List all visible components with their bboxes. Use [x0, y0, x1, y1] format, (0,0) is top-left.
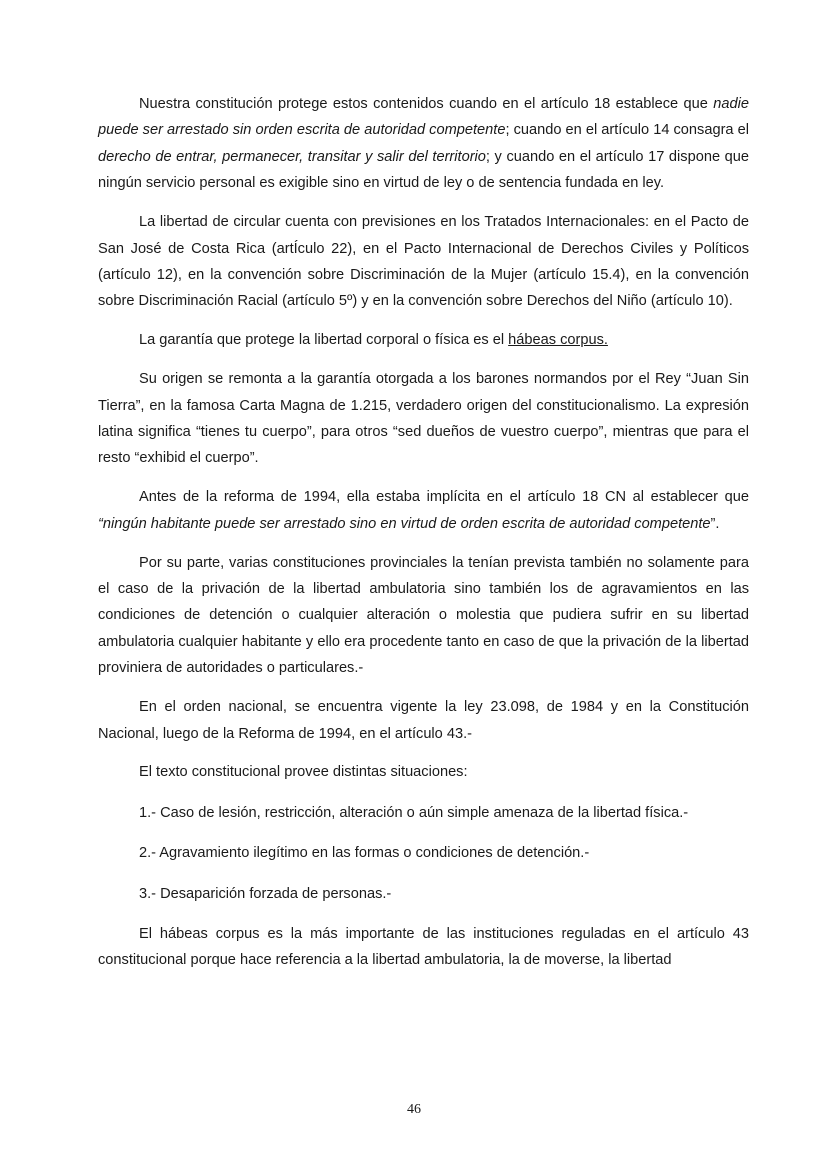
- text-run: ”.: [710, 515, 720, 532]
- paragraph-6: Por su parte, varias constituciones provinciales la tenían prevista también no solamente para el caso de la privación de la libertad ambulatoria sino también los de agravamientos en las condiciones de detención o cualquier alteración o molestia que pudiera sufrir en su libertad ambulatoria cualquier habitante y ello era procedente tanto en caso de que la privación de la libertad proviniera de autoridades o particulares.-: [98, 554, 749, 677]
- list-item: 3.- Desaparición forzada de personas.-: [139, 885, 392, 902]
- paragraph-1: [98, 91, 749, 197]
- paragraph-2: La libertad de circular cuenta con previsiones en los Tratados Internacionales: en el Pacto de San José de Costa Rica (artÍculo 22), en el Pacto Internacional de Derechos Civiles y Políticos (artículo 12), en la convención sobre Discriminación de la Mujer (artículo 15.4), en la convención sobre Discriminación Racial (artículo 5º) y en la convención sobre Derechos del Niño (artículo 10).: [98, 214, 749, 310]
- paragraph-8: El texto constitucional provee distintas situaciones:: [139, 764, 468, 781]
- body-text: [98, 91, 749, 986]
- paragraph-7: En el orden nacional, se encuentra vigente la ley 23.098, de 1984 y en la Constitución Nacional, luego de la Reforma de 1994, en el artículo 43.-: [98, 699, 749, 742]
- text-run: Antes de la reforma de 1994, ella estaba implícita en el artículo 18 CN al establecer que: [139, 489, 749, 506]
- italic-text: nadie puede ser arrestado sin orden escrita de autoridad competente: [98, 96, 749, 139]
- paragraph-3: [98, 327, 749, 353]
- underlined-term: hábeas corpus.: [508, 332, 608, 349]
- list-item: 2.- Agravamiento ilegítimo en las formas o condiciones de detención.-: [139, 845, 590, 862]
- italic-quote: “ningún habitante puede ser arrestado sino en virtud de orden escrita de autoridad competente: [98, 515, 711, 532]
- list-item: 1.- Caso de lesión, restricción, alteración o aún simple amenaza de la libertad física.-: [139, 804, 689, 821]
- text-run: ; y cuando en el artículo 17 dispone que ningún servicio personal es exigible sino en virtud de ley o de sentencia fundada en ley.: [98, 148, 749, 192]
- text-run: La garantía que protege la libertad corporal o física es el: [139, 332, 509, 349]
- paragraph-9: El hábeas corpus es la más importante de las instituciones reguladas en el artículo 43 constitucional porque hace referencia a la libertad ambulatoria, la de moverse, la libertad: [98, 926, 749, 969]
- page-number: 46: [407, 1102, 421, 1117]
- paragraph-5: [98, 484, 749, 537]
- italic-text: derecho de entrar, permanecer, transitar y salir del territorio: [98, 148, 486, 165]
- paragraph-4: Su origen se remonta a la garantía otorgada a los barones normandos por el Rey “Juan Sin Tierra”, en la famosa Carta Magna de 1.215, verdadero origen del constitucionalismo. La expresión latina significa “tienes tu cuerpo”, para otros “sed dueños de vuestro cuerpo”, mientras que para el resto “exhibid el cuerpo”.: [98, 371, 749, 467]
- text-run: Nuestra constitución protege estos contenidos cuando en el artículo 18 establece que: [139, 96, 714, 112]
- text-run: ; cuando en el artículo 14 consagra el: [505, 122, 749, 139]
